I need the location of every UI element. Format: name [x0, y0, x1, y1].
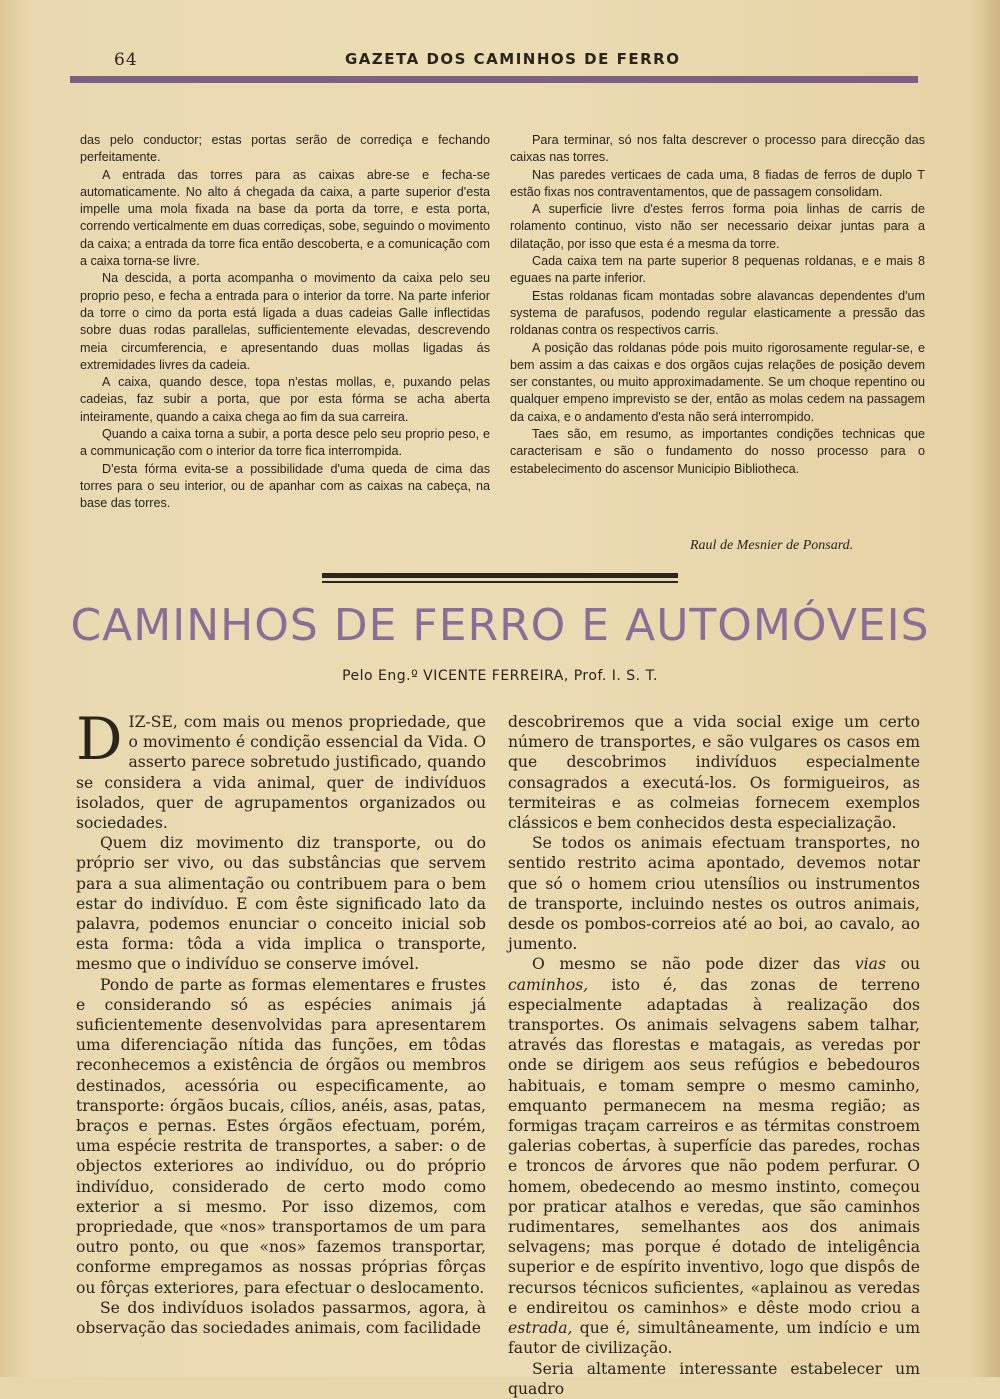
paragraph: Taes são, em resumo, as importantes condições technicas que caracterisam e são o fundamento do nosso processo para o estabelecimento do ascensor Municipio Bibliotheca.	[510, 427, 925, 476]
paragraph: Estas roldanas ficam montadas sobre alavancas dependentes d'um systema de parafusos, podendo regular elasticamente a pressão das roldanas contra os respectivos carris.	[510, 288, 925, 338]
paragraph: Quem diz movimento diz transporte, ou do próprio ser vivo, ou das substâncias que servem para a sua alimentação ou contribuem para o bem estar do indivíduo. E com êste significado lato da palavra, podemos enunciar o conceito inicial sob esta forma: tôda a vida implica o transporte, mesmo que o indivíduo se conserve imóvel.	[76, 834, 486, 974]
paragraph	[508, 954, 920, 1358]
article-byline: Pelo Eng.º VICENTE FERREIRA, Prof. I. S. T.	[342, 668, 658, 684]
text-run: isto é, das zonas de terreno especialmente adaptadas à realização dos transportes. Os animais selvagens sabem talhar, através das florestas e matagais, as veredas por onde se dirigem aos seus refúgios e bebedouros habituais, e tomam sempre o mesmo caminho, emquanto permanecem na mesma região; as formigas traçam carreiros e as térmitas constroem galerias cobertas, à superfície das paredes, rochas e troncos de árvores que não podem perfurar. O homem, obedecendo ao mesmo instinto, começou por praticar atalhos e veredas, que são caminhos rudimentares, semelhantes aos dos animais selvagens; mas porque é dotado de inteligência superior e de espírito inventivo, logo que dispôs de recursos técnicos suficientes, «aplainou as veredas e endireitou os caminhos» e dêste modo criou a	[508, 975, 920, 1317]
paragraph: das pelo conductor; estas portas serão de corrediça e fechando perfeitamente.	[80, 133, 490, 165]
paragraph: Quando a caixa torna a subir, a porta desce pelo seu proprio peso, e a communicação com o interior da torre fica interrompida.	[80, 427, 490, 459]
text-run: ou	[885, 955, 920, 974]
author-signature: Raul de Mesnier de Ponsard.	[690, 538, 854, 553]
italic-term: caminhos,	[508, 975, 589, 994]
paragraph: D'esta fórma evita-se a possibilidade d'uma queda de cima das torres para o seu interior, ou de apanhar com as caixas na cabeça, na base das torres.	[80, 461, 490, 511]
paragraph: Cada caixa tem na parte superior 8 pequenas roldanas, e e mais 8 eguaes na parte inferior.	[510, 254, 925, 286]
article-left-column	[76, 705, 486, 1338]
masthead: GAZETA DOS CAMINHOS DE FERRO	[345, 50, 681, 68]
paragraph: A posição das roldanas póde pois muito rigorosamente regular-se, e bem assim a das caixas e dos orgãos cujas relações de posição devem ser constantes, ou muito approximadamente. Se um choque repentino ou qualquer empeno imprevisto se der, então as molas cedem na passagem da caixa, e o andamento d'esta não será interrompido.	[510, 340, 925, 424]
opening-text: IZ-SE, com mais ou menos propriedade, que o movimento é condição essencial da Vida. O asserto parece sobretudo justificado, quando se considera a vida animal, quer de indivíduos isolados, quer de agrupamentos organizados ou sociedades.	[76, 713, 486, 833]
paragraph: descobriremos que a vida social exige um certo número de transportes, e são vulgares os casos em que descobrimos indivíduos especialmente consagrados a executá-los. Os formigueiros, as termiteiras e as colmeias fornecem exemplos clássicos e bem conhecidos desta especialização.	[508, 713, 920, 833]
page-number: 64	[114, 50, 138, 70]
section-divider	[322, 573, 678, 578]
italic-term: estrada,	[508, 1319, 573, 1338]
paragraph: A entrada das torres para as caixas abre-se e fecha-se automaticamente. No alto á chegada da caixa, a parte superior d'esta impelle uma mola fixada na base da porta da torre, e esta porta, correndo verticalmente em duas corrediças, sobe, seguindo o movimento da caixa; a entrada da torre fica então descoberta, e a comunicação com a caixa torna-se livre.	[80, 167, 490, 269]
italic-term: vias	[854, 955, 886, 974]
paragraph: Pondo de parte as formas elementares e frustes e considerando só as espécies animais já suficientemente desenvolvidas para apresentarem uma diferenciação nítida das funções, em tôdas reconhecemos a existência de órgãos ou membros destinados, acessória ou especificamente, ao transporte: órgãos bucais, cílios, anéis, asas, patas, braços e pernas. Estes órgãos efectuam, porém, uma espécie restrita de transportes, a saber: o de objectos exteriores ao indivíduo, ou do próprio indivíduo, considerado de certo modo como exterior a si mesmo. Por isso dizemos, com propriedade, que «nos» transportamos de um para outro ponto, ou que «nos» fazemos transportar, conforme empregamos as nossas próprias fôrças ou fôrças exteriores, para efectuar o deslocamento.	[76, 975, 486, 1297]
paragraph: Seria altamente interessante estabelecer um quadro	[508, 1359, 920, 1398]
upper-left-column	[80, 132, 490, 513]
section-divider-thin	[322, 581, 678, 583]
upper-right-column	[510, 132, 925, 478]
article-right-column	[508, 712, 920, 1399]
paragraph: Na descida, a porta acompanha o movimento da caixa pelo seu proprio peso, e fecha a entrada para o interior da torre. Na parte inferior da torre o cimo da porta está ligada a duas cadeias Galle inflectidas sobre duas rodas parallelas, sufficientemente elevadas, descrevendo meia circumferencia, e apresentando duas mollas ligadas ás extremidades livres da cadeia.	[80, 271, 490, 372]
paragraph: Para terminar, só nos falta descrever o processo para direcção das caixas nas torres.	[510, 133, 925, 165]
paragraph: A caixa, quando desce, topa n'estas mollas, e, puxando pelas cadeias, faz subir a porta, que por esta fórma se acha aberta inteiramente, quando a caixa chega ao fim da sua carreira.	[80, 375, 490, 424]
opening-paragraph	[76, 705, 486, 833]
paragraph: Nas paredes verticaes de cada uma, 8 fiadas de ferros de duplo T estão fixas nos contraventamentos, que de passagem consolidam.	[510, 167, 925, 199]
header-rule	[70, 76, 918, 83]
text-run: O mesmo se não pode dizer das	[532, 955, 855, 974]
text-run: que é, simultâneamente, um indício e um fautor de civilização.	[508, 1319, 920, 1358]
paragraph: A superficie livre d'estes ferros forma poia linhas de carris de rolamento continuo, visto não ser necessario deixar juntas para a dilatação, por isso que esta é a mesma da torre.	[510, 202, 925, 251]
drop-cap: D	[76, 705, 123, 773]
paragraph: Se dos indivíduos isolados passarmos, agora, à observação das sociedades animais, com facilidade	[76, 1298, 486, 1338]
paragraph: Se todos os animais efectuam transportes, no sentido restrito acima apontado, devemos notar que só o homem criou utensílios ou instrumentos de transporte, incluindo nestes os outros animais, desde os pombos-correios até ao boi, ao cavalo, ao jumento.	[508, 834, 920, 954]
article-title: CAMINHOS DE FERRO E AUTOMÓVEIS	[70, 600, 930, 651]
